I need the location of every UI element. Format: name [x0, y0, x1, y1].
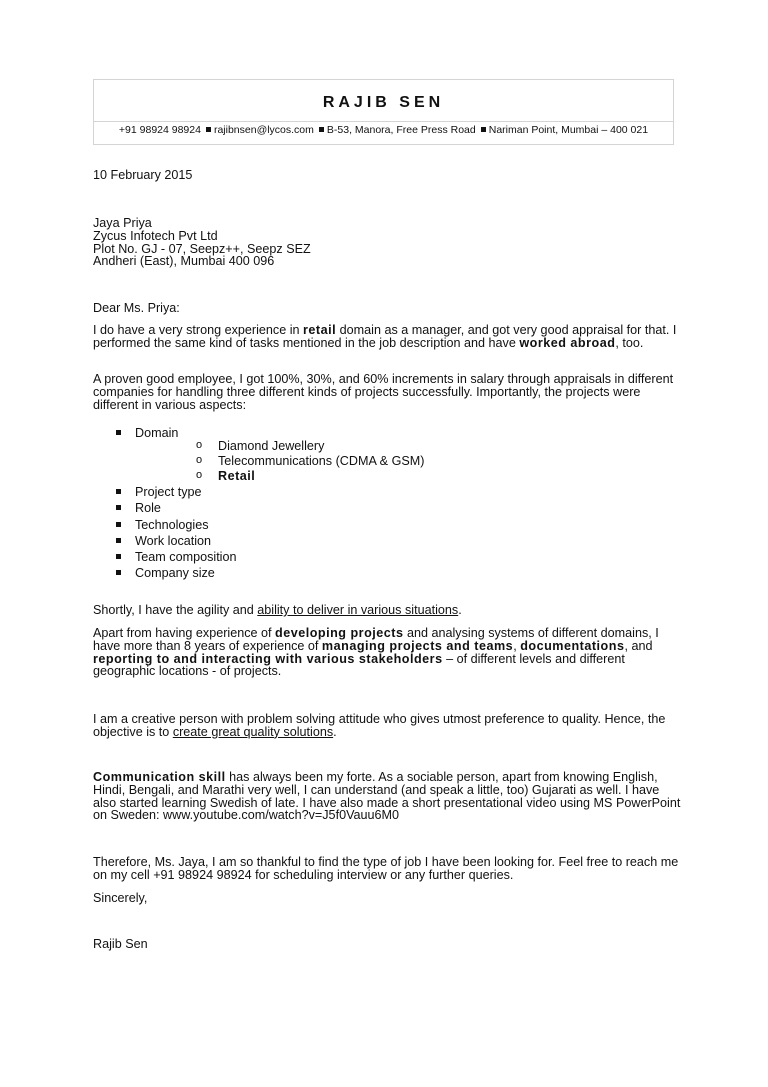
complimentary-close: Sincerely,	[93, 891, 148, 905]
recipient-address-line2: Andheri (East), Mumbai 400 096	[93, 254, 275, 269]
salutation: Dear Ms. Priya:	[93, 301, 180, 315]
sender-location: Nariman Point, Mumbai – 400 021	[488, 124, 649, 136]
paragraph-employee: A proven good employee, I got 100%, 30%, and 60% increments in salary through appraisals in different companies for handling three different kinds of projects successfully. Importantly, the projects were different in various aspects:	[93, 372, 674, 412]
bold-run: Retail	[218, 469, 256, 483]
sub-list-item: o Diamond Jewellery	[135, 439, 683, 454]
text-run: Shortly, I have the agility and	[93, 603, 258, 617]
square-bullet-icon	[481, 127, 486, 132]
text-run: I do have a very strong experience in	[93, 323, 304, 337]
text-run: ,	[513, 638, 521, 653]
bold-run: managing projects and teams	[321, 638, 514, 653]
sender-address: B-53, Manora, Free Press Road	[326, 124, 476, 136]
square-bullet-icon	[206, 127, 211, 132]
paragraph-closing: Therefore, Ms. Jaya, I am so thankful to find the type of job I have been looking for. Feel free to reach me on my cell +91 98924 98924 for scheduling interview or any further queries.	[93, 855, 679, 882]
text-run: .	[458, 603, 462, 617]
aspects-list	[93, 425, 683, 582]
list-item-label: Domain	[135, 426, 179, 440]
paragraph-agility	[93, 604, 683, 617]
sender-phone: +91 98924 98924	[118, 124, 201, 136]
paragraph-communication	[93, 771, 683, 822]
text-run: domain as a manager, and got very good appraisal for that. I performed the same kind of tasks mentioned in the job description and have	[93, 323, 677, 350]
list-item: Team composition	[93, 549, 683, 565]
text-run: has always been my forte. As a sociable person, apart from knowing English, Hindi, Bengali, and Marathi very well, I can understand (and speak a little, too) Gujarati as well. I have also started learning Swedish of late. I have also made a short presentational video using MS PowerPoint on Sweden: www.youtube.com/watch?v=J5f0Vauu6M0	[93, 770, 681, 823]
square-bullet-icon	[319, 127, 324, 132]
list-item: Work location	[93, 533, 683, 549]
signature: Rajib Sen	[93, 937, 148, 951]
bold-run: retail	[303, 323, 337, 337]
list-item: Project type	[93, 484, 683, 500]
contact-line	[94, 122, 673, 138]
paragraph-projects	[93, 627, 683, 678]
list-item	[93, 425, 683, 484]
bold-run: developing projects	[275, 626, 404, 640]
text-run: and analysing systems of different domains, I have more than 8 years of experience of	[93, 626, 659, 653]
list-item: Technologies	[93, 517, 683, 533]
text-run: .	[333, 724, 337, 739]
list-item: Company size	[93, 565, 683, 581]
bold-run: documentations	[520, 638, 625, 653]
underlined-run: create great quality solutions	[172, 724, 334, 739]
recipient-block	[93, 217, 683, 268]
recipient-company: Zycus Infotech Pvt Ltd	[93, 228, 218, 243]
paragraph-experience	[93, 324, 683, 350]
bold-run: reporting to and interacting with various stakeholders	[93, 651, 443, 666]
sub-list-item	[135, 469, 683, 484]
paragraph-creative	[93, 713, 683, 739]
text-run: I am a creative person with problem solving attitude who gives utmost preference to quality. Hence, the objective is to	[93, 712, 666, 739]
list-item: Role	[93, 500, 683, 516]
underlined-run: ability to deliver in various situations	[257, 603, 459, 617]
letter-date: 10 February 2015	[93, 168, 193, 182]
sender-name: RAJIB SEN	[322, 94, 445, 111]
bold-run: worked abroad	[519, 335, 616, 350]
sender-email: rajibnsen@lycos.com	[213, 124, 314, 136]
text-run: – of different levels and different geographic locations - of projects.	[93, 651, 625, 679]
sub-list-item: o Telecommunications (CDMA & GSM)	[135, 454, 683, 469]
recipient-name: Jaya Priya	[93, 216, 152, 230]
text-run: , too.	[615, 335, 644, 350]
letterhead	[93, 79, 674, 145]
recipient-address-line1: Plot No. GJ - 07, Seepz++, Seepz SEZ	[93, 241, 311, 256]
text-run: Apart from having experience of	[93, 626, 276, 640]
bold-run: Communication skill	[93, 770, 226, 784]
text-run: , and	[624, 638, 653, 653]
